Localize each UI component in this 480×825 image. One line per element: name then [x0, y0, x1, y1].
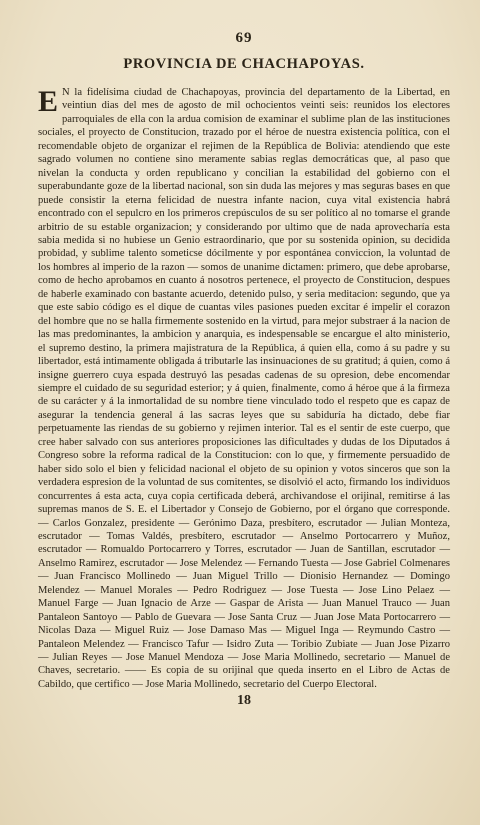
page-number: 69	[235, 30, 253, 46]
signature-mark: 18	[237, 693, 251, 709]
drop-cap: E	[38, 85, 59, 118]
act-text: N la fidelísima ciudad de Chachapoyas, provincia del departamento de la Libertad, en veintiun dias del mes de agosto de mil ochocientos veinti seis: reunidos los electores parroquiales de ella con la ardua comision de examinar el sublime plan de las instituciones sociales, el proyecto de Constitucion, trazado por el héroe de nuestra existencia política, con el recomendable objeto de organizar el rejimen de la República de Bolivia: atendiendo que este sagrado volumen no contiene sino meramente sabias reglas democráticas que, al paso que nivelan la conducta y orden republicano y concilian la estabilidad del gobierno con el superabundante goze de la libertad nacional, son sin duda las mejores y mas seguras bases en que puede consistir la eterna felicidad de nuestra infante nacion, cuya vital existencia habrá encontrado con el sepulcro en los primeros crepúsculos de su ser político al no tomarse el grande arbitrio de su estable organizacion; y considerando por ultimo que de nada aprovecharía esta sabia medida si no hubiese un Genio estraordinario, que por su sostenida opinion, su decidida probidad, y sublime talento someticse dócilmente y por espontánea conviccion, la voluntad de los hombres al imperio de la razon — somos de unanime dictamen: primero, que debe aprobarse, como de hecho aprobamos en cuanto á nosotros pertenece, el proyecto de Constitucion, despues de haberle examinado con bastante acuerdo, detenido pulso, y seria meditacion: segundo, que ya que este sabio código es el dique de cuantas viles pasiones pueden excitar é impelir el corazon del hombre que no se halla firmemente sostenido en la virtud, para mejor substraer á la nacion de las mas predominantes, la ambicion y anarquia, es indespensable se encargue el alto ministerio, el supremo destino, la primera majistratura de la República, á quien ella, como á su padre y su libertador, está intimamente obligada á tributarle las insinuaciones de su gratitud; á quien, como á insigne guerrero cuya espada destruyó las pesadas cadenas de su opresion, debe encomendar siempre el cuidado de su seguridad esterior; y á quien, finalmente, como á héroe que á la firmeza de su carácter y á la inmortalidad de su nombre tiene vinculado todo el respeto que es capaz de asegurar la tendencia general á las sacras leyes que su sabiduría ha dictado, debe fiar perpetuamente las riendas de su gobierno y rejimen interior. Tal es el sentir de este cuerpo, que cree haber salvado con sus anteriores proposiciones las dificultades y dudas de los Diputados á Congreso sobre la reforma radical de la Constitucion: con lo que, y firmemente persuadido de haber sido solo el bien y felicidad nacional el objeto de su opinion y votos sinceros que son la verdadera espresion de la voluntad de sus comitentes, se disolvió el acto, firmando los individuos concurrentes á esta acta, cuya copia certificada deberá, archivandose el orijinal, remitirse á las supremas manos de S. E. el Libertador y Consejo de Gobierno, por el órgano que corresponde. — Carlos Gonzalez, presidente — Gerónimo Daza, presbítero, escrutador — Julian Monteza, escrutador — Tomas Valdés, presbítero, escrutador — Anselmo Portocarrero y Muñoz, escrutador — Romualdo Portocarrero y Torres, escrutador — Juan de Santillan, escrutador — Anselmo Ramirez, escrutador — Jose Melendez — Fernando Tuesta — Jose Gabriel Colmenares — Juan Francisco Mollinedo — Juan Miguel Trillo — Dionisio Hernandez — Domingo Melendez — Manuel Morales — Pedro Rodriguez — Jose Tuesta — Jose Lino Pelaez — Manuel Farge — Juan Ignacio de Arze — Gaspar de Arista — Juan Manuel Trauco — Juan Pantaleon Santoyo — Pablo de Guevara — Jose Santa Cruz — Juan Jose Mata Portocarrero — Nicolas Daza — Miguel Ruiz — Jose Damaso Mas — Miguel Inga — Reymundo Castro — Pantaleon Melendez — Francisco Tafur — Isidro Zuta — Toribio Zubiate — Juan Jose Pizarro — Julian Reyes — Jose Manuel Mendoza — Jose Maria Mollinedo, secretario — Manuel de Chaves, secretario. —— Es copia de su orijinal que queda inserto en el Libro de Actas de Cabildo, que certifico — Jose Maria Mollinedo, secretario del Cuerpo Electoral.	[38, 87, 450, 690]
act-body	[38, 86, 450, 691]
section-title: PROVINCIA DE CHACHAPOYAS.	[123, 56, 365, 72]
